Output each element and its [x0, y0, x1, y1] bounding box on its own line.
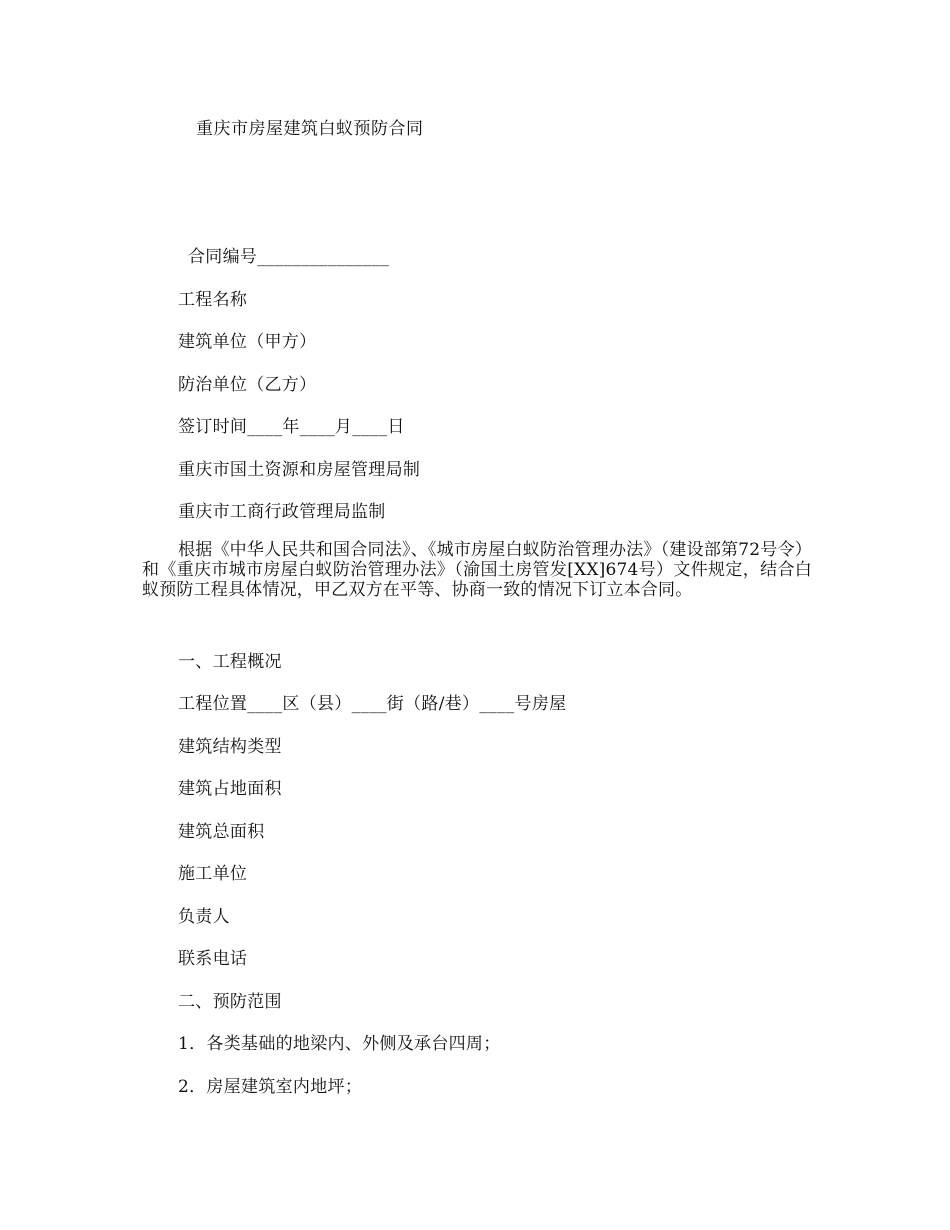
preamble-paragraph: 根据《中华人民共和国合同法》、《城市房屋白蚁防治管理办法》（建设部第72号令）和《重庆市城市房屋白蚁防治管理办法》（渝国土房管发[XX]674号）文件规定，结合白蚁预防工程具体情况，甲乙双方在平等、协商一致的情况下订立本合同。: [142, 540, 812, 600]
scope-item-1: 1．各类基础的地梁内、外侧及承台四周；: [178, 1034, 501, 1054]
party-b-line: 防治单位（乙方）: [178, 375, 317, 395]
document-title: 重庆市房屋建筑白蚁预防合同: [196, 119, 424, 139]
contact-phone-line: 联系电话: [178, 949, 248, 969]
supervisor-line: 重庆市工商行政管理局监制: [178, 502, 386, 522]
signing-date-line: 签订时间____年____月____日: [178, 417, 405, 437]
construction-unit-line: 施工单位: [178, 864, 248, 884]
person-in-charge-line: 负责人: [178, 907, 230, 927]
project-name-line: 工程名称: [178, 290, 248, 310]
issuer-line: 重庆市国土资源和房屋管理局制: [178, 460, 421, 480]
total-area-line: 建筑总面积: [178, 822, 265, 842]
land-area-line: 建筑占地面积: [178, 779, 282, 799]
party-a-line: 建筑单位（甲方）: [178, 332, 317, 352]
contract-number-line: 合同编号_______________: [188, 247, 390, 267]
section-heading-scope: 二、预防范围: [178, 992, 282, 1012]
scope-item-2: 2．房屋建筑室内地坪；: [178, 1077, 363, 1097]
structure-type-line: 建筑结构类型: [178, 737, 282, 757]
section-heading-overview: 一、工程概况: [178, 652, 282, 672]
project-location-line: 工程位置____区（县）____街（路/巷）____号房屋: [178, 694, 567, 714]
